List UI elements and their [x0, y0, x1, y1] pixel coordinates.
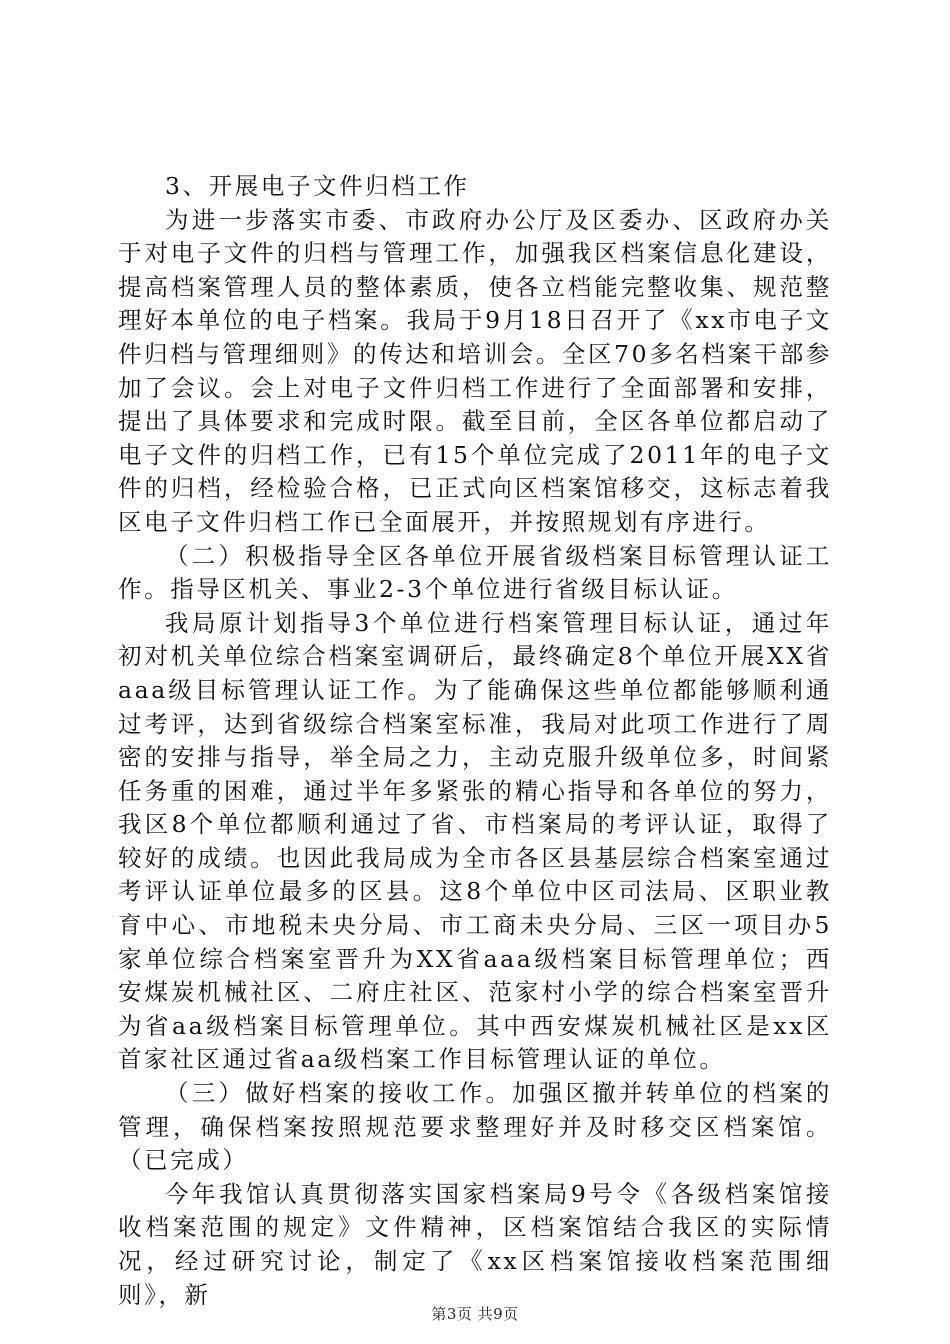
- paragraph-certification-task: （二）积极指导全区各单位开展省级档案目标管理认证工作。指导区机关、事业2-3个单位进行省级目标认证。: [118, 541, 832, 604]
- document-body: [118, 170, 832, 1312]
- page-number-footer: 第3页 共9页: [431, 1305, 519, 1323]
- paragraph-receiving-scope: 今年我馆认真贯彻落实国家档案局9号令《各级档案馆接收档案范围的规定》文件精神，区档案馆结合我区的实际情况，经过研究讨论，制定了《xx区档案馆接收档案范围细则》，新: [118, 1179, 832, 1309]
- paragraph-electronic-archiving: 为进一步落实市委、市政府办公厅及区委办、区政府办关于对电子文件的归档与管理工作，加强我区档案信息化建设，提高档案管理人员的整体素质，使各立档能完整收集、规范整理好本单位的电子档案。我局于9月18日召开了《xx市电子文件归档与管理细则》的传达和培训会。全区70多名档案干部参加了会议。会上对电子文件归档工作进行了全面部署和安排，提出了具体要求和完成时限。截至目前，全区各单位都启动了电子文件的归档工作，已有15个单位完成了2011年的电子文件的归档，经检验合格，已正式向区档案馆移交，这标志着我区电子文件归档工作已全面展开，并按照规划有序进行。: [118, 205, 832, 536]
- paragraph-certification-result: 我局原计划指导3个单位进行档案管理目标认证，通过年初对机关单位综合档案室调研后，最终确定8个单位开展XX省aaa级目标管理认证工作。为了能确保这些单位都能够顺利通过考评，达到省级综合档案室标准，我局对此项工作进行了周密的安排与指导，举全局之力，主动克服升级单位多，时间紧任务重的困难，通过半年多紧张的精心指导和各单位的努力，我区8个单位都顺利通过了省、市档案局的考评认证，取得了较好的成绩。也因此我局成为全市各区县基层综合档案室通过考评认证单位最多的区县。这8个单位中区司法局、区职业教育中心、市地税未央分局、市工商未央分局、三区一项目办5家单位综合档案室晋升为XX省aaa级档案目标管理单位；西安煤炭机械社区、二府庄社区、范家村小学的综合档案室晋升为省aa级档案目标管理单位。其中西安煤炭机械社区是xx区首家社区通过省aa级档案工作目标管理认证的单位。: [118, 608, 832, 1074]
- section-heading: 3、开展电子文件归档工作: [165, 172, 470, 200]
- paragraph-receiving-task: （三）做好档案的接收工作。加强区撤并转单位的档案的管理，确保档案按照规范要求整理好并及时移交区档案馆。（已完成）: [118, 1079, 832, 1175]
